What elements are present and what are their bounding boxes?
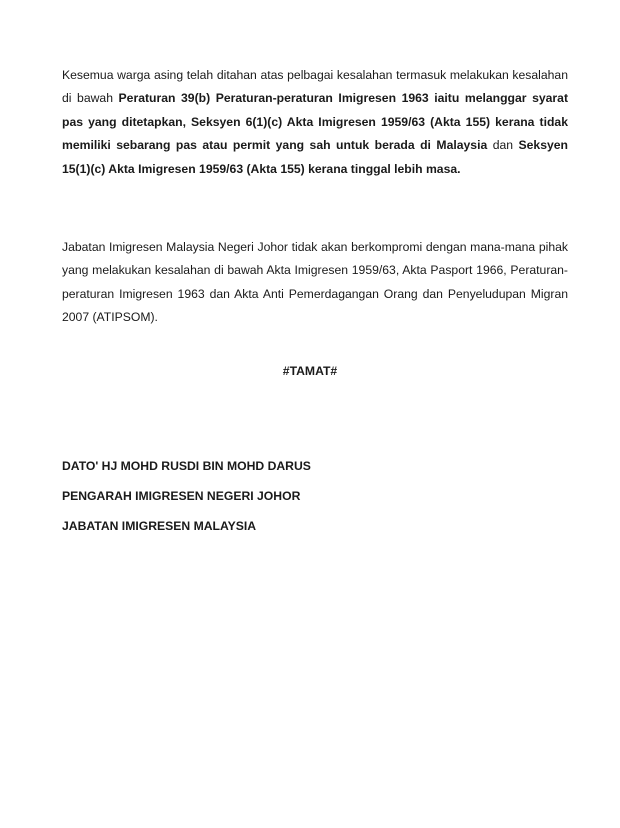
paragraph-offences xyxy=(62,64,568,181)
paragraph-offences-intro: Kesemua warga asing telah ditahan atas pelbagai kesalahan termasuk melakukan kesalahan di bawah xyxy=(62,68,568,106)
paragraph-offences-conjunction: dan xyxy=(487,138,519,153)
offence-regulation-39b: Peraturan 39(b) Peraturan-peraturan Imigresen 1963 iaitu melanggar syarat pas yang ditetapkan, Seksyen 6(1)(c) Akta Imigresen 1959/63 (Akta 155) kerana tidak memiliki sebarang pas atau permit yang sah untuk berada di Malaysia xyxy=(62,91,568,153)
offence-section-15: Seksyen 15(1)(c) Akta Imigresen 1959/63 (Akta 155) kerana tinggal lebih masa. xyxy=(62,138,568,176)
signatory-position: PENGARAH IMIGRESEN NEGERI JOHOR xyxy=(62,489,301,503)
end-marker: #TAMAT# xyxy=(282,364,338,378)
signatory-department: JABATAN IMIGRESEN MALAYSIA xyxy=(62,519,257,533)
paragraph-no-compromise: Jabatan Imigresen Malaysia Negeri Johor tidak akan berkompromi dengan mana-mana pihak yang melakukan kesalahan di bawah Akta Imigresen 1959/63, Akta Pasport 1966, Peraturan-peraturan Imigresen 1963 dan Akta Anti Pemerdagangan Orang dan Penyeludupan Migran 2007 (ATIPSOM). xyxy=(62,240,568,325)
signatory-name: DATO' HJ MOHD RUSDI BIN MOHD DARUS xyxy=(62,459,311,473)
